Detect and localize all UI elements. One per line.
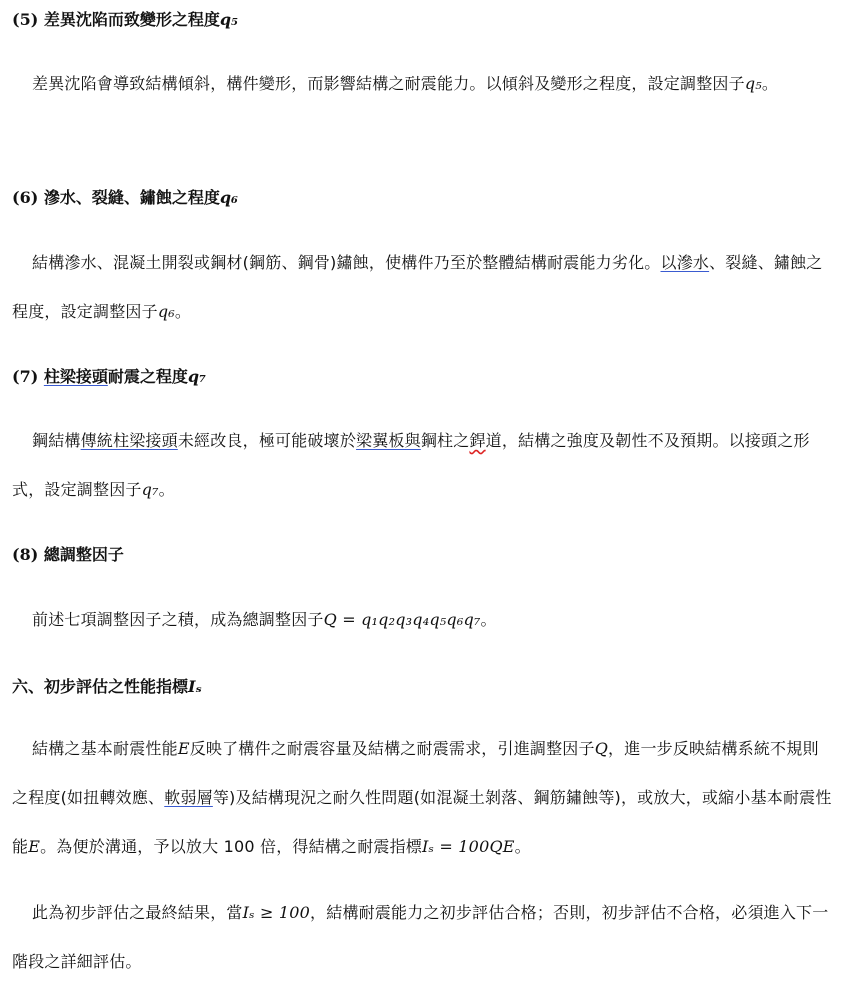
spellcheck-marked-text: 銲 [469, 431, 486, 450]
math-symbol: q₅ [744, 74, 762, 93]
math-formula: Iₛ ≥ 100 [242, 903, 311, 922]
text: 。 [514, 837, 531, 856]
section-6-symbol: q₆ [219, 188, 239, 207]
math-symbol: E [28, 837, 41, 856]
text: 。 [158, 480, 175, 499]
performance-paragraph-2 [12, 888, 833, 986]
text: 鋼結構 [32, 431, 81, 450]
underlined-text: 柱梁接頭 [43, 367, 108, 386]
math-symbol: E [177, 739, 190, 758]
text: 等)及結構現況之耐久性問題(如混凝土剝落、鋼筋鏽蝕等)，或放大，或縮小基本耐震性能 [12, 788, 832, 856]
math-formula: Q = q₁q₂q₃q₄q₅q₆q₇ [323, 610, 481, 629]
section-7-paragraph [12, 416, 833, 514]
underlined-text: 軟弱層 [164, 788, 213, 807]
section-5-symbol: q₅ [219, 10, 239, 29]
underlined-text: 梁翼板與 [356, 431, 421, 450]
section-5-paragraph [12, 59, 833, 108]
section-6-paragraph [12, 238, 833, 336]
section-6-main-heading [12, 676, 833, 698]
math-symbol: q₆ [157, 302, 175, 321]
text: (7) [12, 367, 44, 386]
section-8-title: (8) 總調整因子 [12, 545, 124, 564]
performance-paragraph-1 [12, 724, 833, 871]
text: 、裂縫、鏽蝕之程度，設定調整因子 [12, 253, 823, 321]
text: 耐震之程度 [107, 367, 188, 386]
section-8-paragraph [12, 595, 833, 644]
underlined-text: 以滲水 [660, 253, 710, 272]
text: 差異沈陷會導致結構傾斜，構件變形，而影響結構之耐震能力。以傾斜及變形之程度，設定調整因子 [32, 74, 745, 93]
section-8-heading [12, 544, 833, 566]
text: 結構之基本耐震性能 [32, 739, 178, 758]
section-symbol: Iₛ [188, 677, 202, 696]
text: 未經改良，極可能破壞於 [177, 431, 357, 450]
section-6-heading [12, 187, 833, 209]
section-7-symbol: q₇ [187, 367, 207, 386]
section-5-heading [12, 9, 833, 31]
underlined-text: 傳統柱梁接頭 [80, 431, 178, 450]
section-title: 六、初步評估之性能指標 [12, 677, 189, 696]
text: 結構滲水、混凝土開裂或鋼材(鋼筋、鋼骨)鏽蝕，使構件乃至於整體結構耐震能力劣化。 [32, 253, 661, 272]
math-symbol: Q [594, 739, 609, 758]
section-5-title: (5) 差異沈陷而致變形之程度 [12, 10, 220, 29]
text: ，結構耐震能力之初步評估合格；否則，初步評估不合格，必須進入下一階段之詳細評估。 [12, 903, 829, 971]
text: 鋼柱之 [420, 431, 470, 450]
text: 。為便於溝通，予以放大 100 倍，得結構之耐震指標 [40, 837, 423, 856]
math-symbol: q₇ [141, 480, 159, 499]
text: 道，結構之強度及韌性不及預期。以接頭之形式，設定調整因子 [12, 431, 810, 499]
text: 反映了構件之耐震容量及結構之耐震需求，引進調整因子 [189, 739, 595, 758]
section-6-title: (6) 滲水、裂縫、鏽蝕之程度 [12, 188, 220, 207]
text: 前述七項調整因子之積，成為總調整因子 [32, 610, 324, 629]
text: 。 [480, 610, 497, 629]
text: ，進一步反映結構系統不規則之程度(如扭轉效應、 [12, 739, 819, 807]
math-formula: Iₛ = 100QE [422, 837, 515, 856]
text: 此為初步評估之最終結果，當 [32, 903, 243, 922]
text: 。 [761, 74, 779, 93]
text: 。 [174, 302, 192, 321]
section-7-heading [12, 366, 833, 388]
